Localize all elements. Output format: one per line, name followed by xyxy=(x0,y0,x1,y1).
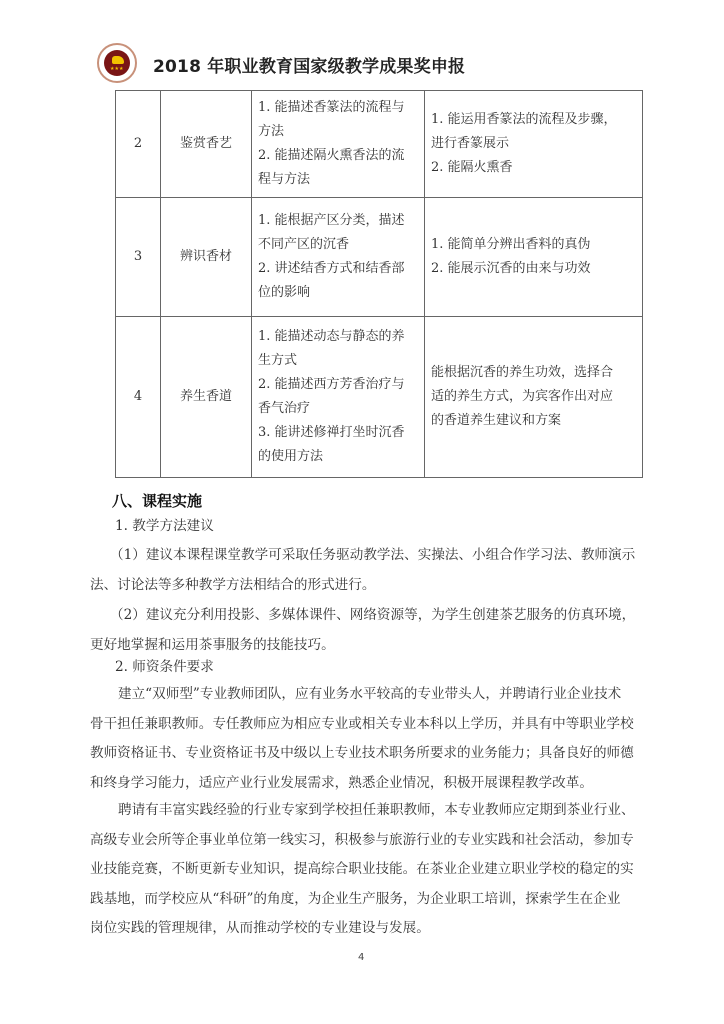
module-name: 鉴赏香艺 xyxy=(161,91,252,198)
learning-outcomes-table xyxy=(115,90,643,478)
emblem-center xyxy=(104,50,130,76)
cell-line: 2. 讲述结香方式和结香部 xyxy=(258,261,405,276)
row-number: 4 xyxy=(116,317,161,478)
cell-line: 能根据沉香的养生功效，选择合 xyxy=(431,365,614,380)
table-row xyxy=(116,198,643,317)
module-name: 养生香道 xyxy=(161,317,252,478)
paragraph-line: 高级专业会所等企事业单位第一线实习，积极参与旅游行业的专业实践和社会活动，参加专 xyxy=(90,831,634,848)
table-row xyxy=(116,317,643,478)
cell-line: 1. 能描述动态与静态的养 xyxy=(258,329,405,344)
cell-line: 1. 能描述香篆法的流程与 xyxy=(258,100,405,115)
paragraph-2 xyxy=(90,601,650,660)
cell-line: 适的养生方式，为宾客作出对应 xyxy=(431,389,614,404)
subheading-teacher-requirements xyxy=(90,655,650,679)
horse-icon xyxy=(112,56,124,64)
cell-line: 位的影响 xyxy=(258,285,311,300)
cell-line: 程与方法 xyxy=(258,172,311,187)
knowledge-cell xyxy=(252,91,425,198)
paragraph-line: 践基地，而学校应从“科研”的角度，为企业生产服务，为企业职工培训，探索学生在企业 xyxy=(90,890,621,907)
page-number: 4 xyxy=(358,952,365,963)
knowledge-cell xyxy=(252,317,425,478)
paragraph-line: 教师资格证书、专业资格证书及中级以上专业技术职务所要求的业务能力；具备良好的师德 xyxy=(90,745,634,761)
skills-cell xyxy=(425,91,643,198)
paragraph-4 xyxy=(90,796,650,944)
subheading-teaching-methods xyxy=(90,512,650,542)
cell-line: 2. 能隔火熏香 xyxy=(431,160,513,175)
cell-line: 的使用方法 xyxy=(258,449,324,464)
cell-line: 方法 xyxy=(258,124,285,139)
cell-line: 3. 能讲述修禅打坐时沉香 xyxy=(258,425,405,440)
table-row xyxy=(116,91,643,198)
row-number: 2 xyxy=(116,91,161,198)
paragraph-line: 更好地掌握和运用茶事服务的技能技巧。 xyxy=(90,636,335,653)
cell-line: 1. 能简单分辨出香料的真伪 xyxy=(431,237,591,252)
cell-line: 1. 能根据产区分类，描述 xyxy=(258,213,405,228)
paragraph-line: 建立“双师型”专业教师团队，应有业务水平较高的专业带头人，并聘请行业企业技术 xyxy=(118,686,622,702)
module-name: 辨识香材 xyxy=(161,198,252,317)
paragraph-3 xyxy=(90,680,650,798)
paragraph-line: 岗位实践的管理规律，从而推动学校的专业建设与发展。 xyxy=(90,920,430,936)
paragraph-line: （1）建议本课程课堂教学可采取任务驱动教学法、实操法、小组合作学习法、教师演示 xyxy=(110,547,636,563)
paragraph-line: 和终身学习能力，适应产业行业发展需求，熟悉企业情况，积极开展课程教学改革。 xyxy=(90,774,593,791)
school-emblem-logo xyxy=(97,43,137,83)
header-title: 2018 年职业教育国家级教学成果奖申报 xyxy=(153,57,466,77)
section-heading: 八、课程实施 xyxy=(112,492,203,510)
page-header xyxy=(97,43,657,87)
cell-line: 生方式 xyxy=(258,353,298,368)
subheading-text: 2. 师资条件要求 xyxy=(115,659,214,675)
cell-line: 香气治疗 xyxy=(258,401,311,416)
paragraph-line: 骨干担任兼职教师。专任教师应为相应专业或相关专业本科以上学历，并具有中等职业学校 xyxy=(90,715,634,732)
row-number: 3 xyxy=(116,198,161,317)
cell-line: 进行香篆展示 xyxy=(431,136,510,151)
paragraph-line: 聘请有丰富实践经验的行业专家到学校担任兼职教师，本专业教师应定期到茶业行业、 xyxy=(118,802,635,818)
knowledge-cell xyxy=(252,198,425,317)
cell-line: 1. 能运用香篆法的流程及步骤， xyxy=(431,112,617,127)
paragraph-line: （2）建议充分利用投影、多媒体课件、网络资源等，为学生创建茶艺服务的仿真环境， xyxy=(110,607,636,623)
paragraph-line: 法、讨论法等多种教学方法相结合的形式进行。 xyxy=(90,576,376,593)
cell-line: 2. 能展示沉香的由来与功效 xyxy=(431,261,591,276)
paragraph-1 xyxy=(90,541,650,600)
skills-cell xyxy=(425,317,643,478)
skills-cell xyxy=(425,198,643,317)
cell-line: 2. 能描述西方芳香治疗与 xyxy=(258,377,405,392)
paragraph-line: 业技能竞赛，不断更新专业知识，提高综合职业技能。在茶业企业建立职业学校的稳定的实 xyxy=(90,861,634,877)
cell-line: 2. 能描述隔火熏香法的流 xyxy=(258,148,405,163)
stars-icon: ★★★ xyxy=(110,66,124,72)
cell-line: 的香道养生建议和方案 xyxy=(431,413,562,428)
subheading-text: 1. 教学方法建议 xyxy=(115,518,214,534)
cell-line: 不同产区的沉香 xyxy=(258,237,350,252)
